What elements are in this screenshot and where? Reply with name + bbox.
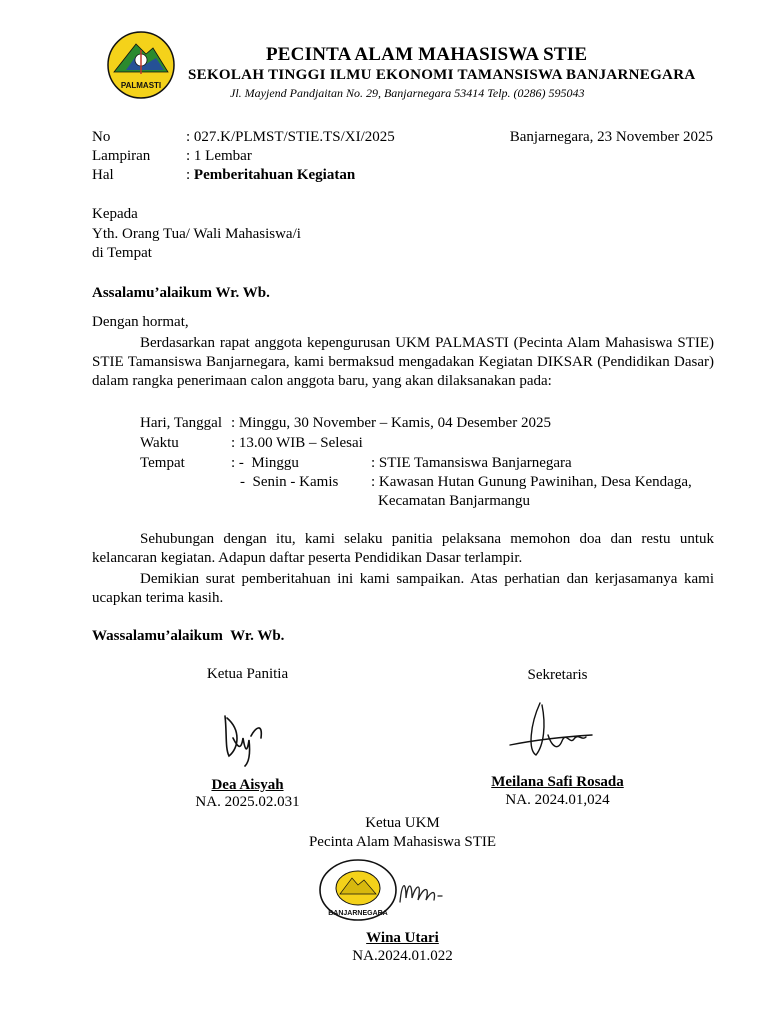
detail-tempat-sub2-value: : Kawasan Hutan Gunung Pawinihan, Desa Kendaga, [371, 474, 692, 490]
meta-lampiran-row [92, 147, 252, 166]
left-signature-role: Ketua Panitia [206, 666, 289, 682]
closing: Wassalamu’alaikum Wr. Wb. [92, 628, 285, 644]
org-name: PECINTA ALAM MAHASISWA STIE [266, 44, 588, 65]
meta-hal-colon: : [186, 167, 194, 183]
detail-waktu-value: : 13.00 WIB – Selesai [231, 435, 363, 451]
detail-tempat-sub2-value-cont: Kecamatan Banjarmangu [378, 493, 531, 509]
right-signature-icon [500, 695, 600, 770]
left-signature-na: NA. 2025.02.031 [195, 794, 300, 810]
palmasti-logo [106, 30, 176, 100]
meta-hal-label: Hal [92, 167, 114, 183]
svg-text:PALMASTI: PALMASTI [120, 81, 162, 90]
school-name: SEKOLAH TINGGI ILMU EKONOMI TAMANSISWA BANJARNEGARA [188, 67, 696, 83]
meta-lampiran-value: : 1 Lembar [186, 148, 252, 164]
paragraph-2: Sehubungan dengan itu, kami selaku panitia pelaksana memohon doa dan restu untuk kelancaran kegiatan. Adapun daftar peserta Pendidikan Dasar terlampir. [92, 531, 714, 566]
letterhead-address: Jl. Mayjend Pandjaitan No. 29, Banjarnegara 53414 Telp. (0286) 595043 [230, 86, 585, 100]
bottom-signature-role2: Pecinta Alam Mahasiswa STIE [308, 834, 497, 850]
detail-tempat-label: Tempat [140, 455, 185, 471]
recipient-line2: Yth. Orang Tua/ Wali Mahasiswa/i [92, 226, 301, 242]
meta-no-row [92, 128, 395, 147]
opening: Dengan hormat, [92, 314, 189, 330]
detail-tempat-sub2-label: - Senin - Kamis [240, 474, 339, 490]
detail-waktu-label: Waktu [140, 435, 179, 451]
letter-date: Banjarnegara, 23 November 2025 [509, 129, 713, 145]
right-signature-role: Sekretaris [527, 667, 588, 683]
svg-text:BANJARNEGARA: BANJARNEGARA [328, 910, 388, 917]
bottom-signature-icon [396, 872, 446, 908]
right-signature-name: Meilana Safi Rosada [491, 774, 624, 790]
organization-stamp [318, 858, 398, 922]
meta-hal-value: Pemberitahuan Kegiatan [193, 167, 356, 183]
detail-tempat-sub1-value: : STIE Tamansiswa Banjarnegara [371, 455, 572, 471]
detail-tempat-sub1-label: : - Minggu [231, 455, 299, 471]
bottom-signature-role1: Ketua UKM [365, 815, 440, 831]
detail-hari-value: : Minggu, 30 November – Kamis, 04 Desember 2025 [231, 415, 551, 431]
meta-lampiran-label: Lampiran [92, 148, 151, 164]
meta-no-value: : 027.K/PLMST/STIE.TS/XI/2025 [186, 129, 395, 145]
detail-hari-label: Hari, Tanggal [140, 415, 222, 431]
right-signature-na: NA. 2024.01,024 [505, 792, 610, 808]
greeting: Assalamu’alaikum Wr. Wb. [92, 285, 270, 301]
recipient-line3: di Tempat [92, 245, 152, 261]
left-signature-icon [215, 708, 275, 768]
recipient-line1: Kepada [92, 206, 138, 222]
paragraph-1: Berdasarkan rapat anggota kepengurusan UKM PALMASTI (Pecinta Alam Mahasiswa STIE) STIE Tamansiswa Banjarnegara, kami bermaksud mengadakan Kegiatan DIKSAR (Pendidikan Dasar) dalam rangka penerimaan calon anggota baru, yang akan dilaksanakan pada: [92, 335, 714, 389]
meta-no-label: No [92, 129, 111, 145]
bottom-signature-na: NA.2024.01.022 [352, 948, 453, 964]
bottom-signature-name: Wina Utari [366, 930, 439, 946]
meta-hal-row [92, 166, 355, 185]
paragraph-3: Demikian surat pemberitahuan ini kami sampaikan. Atas perhatian dan kerjasamanya kami ucapkan terima kasih. [92, 571, 714, 606]
left-signature-name: Dea Aisyah [211, 777, 284, 793]
